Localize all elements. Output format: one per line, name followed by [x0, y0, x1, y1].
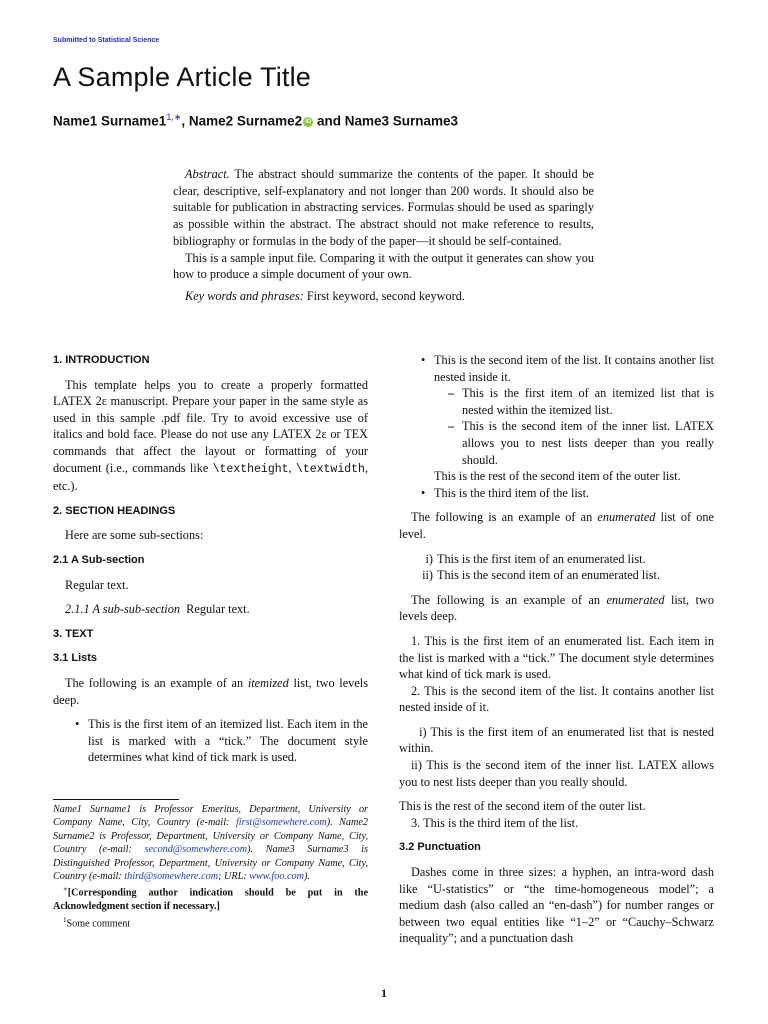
nested-list-item-text: This is the first item of an itemized list that is nested within the itemized list.: [462, 386, 714, 417]
enumerated-marker: 2.: [411, 683, 421, 698]
right-column: [399, 352, 714, 947]
keywords: [173, 288, 594, 305]
author-conjunction: and: [313, 113, 345, 129]
author-separator: ,: [181, 113, 189, 129]
article-title: A Sample Article Title: [53, 62, 312, 92]
section-heading-introduction: 1. INTRODUCTION: [53, 354, 150, 366]
enumerated-intro-two-levels: [399, 592, 714, 625]
abstract-text: The abstract should summarize the contents of the paper. It should be clear, descriptive, self-explanatory and not longer than 200 words. It should also be suitable for publication in abstracting services. Formulas should be used as sparingly as possible within the abstract. The abstract should not make reference to results, bibliography or formulas in the body of the paper—it should be self-contained.: [173, 167, 594, 248]
section-headings-text: Here are some sub-sections:: [65, 528, 204, 543]
subsection-heading: 2.1 A Sub-section: [53, 553, 145, 566]
footnote-mark: 1: [63, 915, 67, 924]
nested-enumerated-item-text: This is the second item of the inner list. LATEX allows you to nest lists deeper than you really should.: [399, 758, 714, 789]
enumerated-item: [399, 567, 714, 584]
email-link-2[interactable]: second@somewhere.com: [144, 844, 248, 856]
intro-text: This template helps you to create a properly formatted LATEX 2ε manuscript. Prepare your paper in the same style as used in this sample .pdf file. Try to avoid excessive use of italics and bold face. Please do not use any LATEX 2ε or TEX commands that affect the layout or formatting of your document (i.e., commands like: [53, 377, 368, 475]
nested-enumerated-item: [399, 757, 714, 790]
enumerated-intro-text: The following is an example of an: [411, 510, 598, 525]
enumerated-item-text: This is the second item of the list. It contains another list nested inside of it.: [399, 683, 714, 715]
footnote-divider: [53, 799, 179, 800]
intro-paragraph: [53, 377, 368, 495]
enumerated-continuation: This is the rest of the second item of the outer list.: [399, 799, 646, 814]
footnote-comment-text: Some comment: [66, 918, 131, 930]
orcid-icon[interactable]: iD: [305, 118, 312, 125]
enumerated-item-text: This is the third item of the list.: [423, 815, 579, 830]
enumerated-emphasis: enumerated: [597, 510, 656, 525]
enumerated-intro-text-end: list of one level.: [399, 510, 714, 541]
author-affiliations: [53, 803, 368, 883]
section-heading-section-headings: 2. SECTION HEADINGS: [53, 504, 176, 517]
punctuation-paragraph: Dashes come in three sizes: a hyphen, an intra-word dash like “U-statistics” or “the time-homogeneous model”; a medium dash (also called an “en-dash”) for number ranges or between two equal entities like “1–2” or “Cauchy–Schwarz inequality”; and a punctuation dash: [399, 865, 714, 946]
enumerated-intro: [399, 509, 714, 542]
list-item-text: This is the second item of the list. It contains another list nested inside it.: [434, 353, 714, 384]
nested-list-item: [399, 418, 714, 468]
enumerated-item: [399, 815, 714, 832]
enumerated-intro-text: The following is an example of an: [411, 592, 607, 607]
nested-enumerated-item: [399, 724, 714, 757]
enumerated-item: [399, 633, 714, 683]
lists-intro-emphasis: itemized: [247, 675, 289, 690]
nested-enumerated-item-text: This is the first item of an enumerated list that is nested within.: [399, 724, 714, 756]
affiliation-text: ). Name2 Surname2 is Professor, Department, University or Company Name, City, Country (e-mail:: [53, 817, 368, 856]
email-link-1[interactable]: first@somewhere.com: [235, 817, 327, 829]
subsection-heading-punctuation: 3.2 Punctuation: [399, 841, 481, 854]
list-item-text: This is the first item of an itemized list. Each item in the list is marked with a “tick.” The document style determines what kind of tick mark is used.: [88, 717, 368, 765]
abstract-label: Abstract.: [185, 167, 230, 181]
enumerated-marker: ii): [422, 568, 433, 583]
keywords-label: Key words and phrases:: [185, 288, 304, 303]
keywords-text: First keyword, second keyword.: [306, 288, 465, 303]
corresponding-author-text: [Corresponding author indication should be put in the Acknowledgment section if necessary.]: [53, 887, 368, 913]
subsubsection: [53, 601, 368, 618]
author-1-marks: 1,∗: [166, 112, 182, 122]
enumerated-item: [399, 551, 714, 568]
enumerated-item-text: This is the first item of an enumerated list.: [437, 551, 646, 566]
list-item: [53, 716, 368, 766]
author-2: Name2 Surname2: [188, 113, 303, 129]
email-link-3[interactable]: third@somewhere.com: [124, 871, 219, 883]
intro-text-end: , etc.).: [53, 460, 369, 494]
enumerated-marker: ii): [411, 758, 422, 773]
dash-icon: –: [448, 386, 455, 401]
list-item-text: This is the rest of the second item of the outer list.: [434, 469, 681, 484]
lists-intro-text: The following is an example of an: [65, 675, 248, 690]
bullet-icon: •: [421, 485, 426, 500]
footnotes: [53, 799, 368, 930]
url-link[interactable]: www.foo.com: [249, 871, 304, 883]
subsection-heading-lists: 3.1 Lists: [53, 652, 98, 665]
subsubsection-text: Regular text.: [186, 602, 250, 617]
footnote-comment: [53, 914, 368, 931]
page-number: 1: [381, 986, 387, 1000]
lists-intro: [53, 675, 368, 708]
enumerated-marker: i): [419, 724, 427, 739]
affiliation-text: ). Name3 Surname3 is Distinguished Professor, Department, University or Company Name, City, Country (e-mail:: [53, 844, 368, 883]
list-item-text: This is the third item of the list.: [434, 485, 590, 500]
enumerated-intro-text-end: list, two levels deep.: [399, 592, 714, 624]
lists-intro-text-end: list, two levels deep.: [53, 675, 368, 707]
author-3: Name3 Surname3: [344, 113, 459, 129]
left-column: [53, 352, 368, 766]
nested-list-item: [399, 385, 714, 418]
running-head: Submitted to Statistical Science: [53, 37, 160, 44]
list-item: [399, 485, 714, 502]
author-1: Name1 Surname1: [53, 113, 167, 129]
subsubsection-heading: 2.1.1 A sub-sub-section: [65, 602, 180, 617]
enumerated-item: [399, 683, 714, 716]
bullet-icon: •: [421, 353, 426, 367]
bullet-icon: •: [75, 717, 80, 732]
command-textheight: \textheight: [212, 462, 289, 476]
nested-list-item-text: This is the second item of the inner list. LATEX allows you to nest lists deeper than you really should.: [462, 419, 714, 467]
enumerated-item-text: This is the second item of an enumerated list.: [437, 568, 660, 583]
intro-comma: ,: [288, 460, 292, 475]
enumerated-emphasis: enumerated: [606, 592, 665, 607]
subsection-text: Regular text.: [65, 577, 129, 592]
corresponding-author-note: [53, 883, 368, 913]
enumerated-marker: i): [425, 551, 433, 566]
enumerated-item-text: This is the first item of an enumerated list. Each item in the list is marked with a “tick.” The document style determines what kind of tick mark is used.: [399, 633, 714, 682]
affiliation-text: ).: [303, 871, 310, 883]
command-textwidth: \textwidth: [295, 462, 365, 476]
abstract-paragraph-1: [173, 166, 594, 250]
enumerated-marker: 1.: [411, 633, 421, 648]
enumerated-marker: 3.: [411, 815, 421, 830]
affiliation-text: ; URL:: [218, 871, 250, 883]
abstract-paragraph-2: This is a sample input file. Comparing it with the output it generates can show you how to produce a simple document of your own.: [173, 250, 594, 282]
dash-icon: –: [448, 419, 455, 434]
abstract: [173, 166, 594, 305]
list-item-continuation: [399, 468, 714, 485]
footnote-mark: ∗: [63, 885, 68, 894]
author-list: [53, 112, 458, 129]
affiliation-text: Name1 Surname1 is Professor Emeritus, Department, University or Company Name, City, Country (e-mail:: [53, 804, 368, 829]
section-heading-text: 3. TEXT: [53, 627, 94, 640]
list-item: [399, 352, 714, 385]
